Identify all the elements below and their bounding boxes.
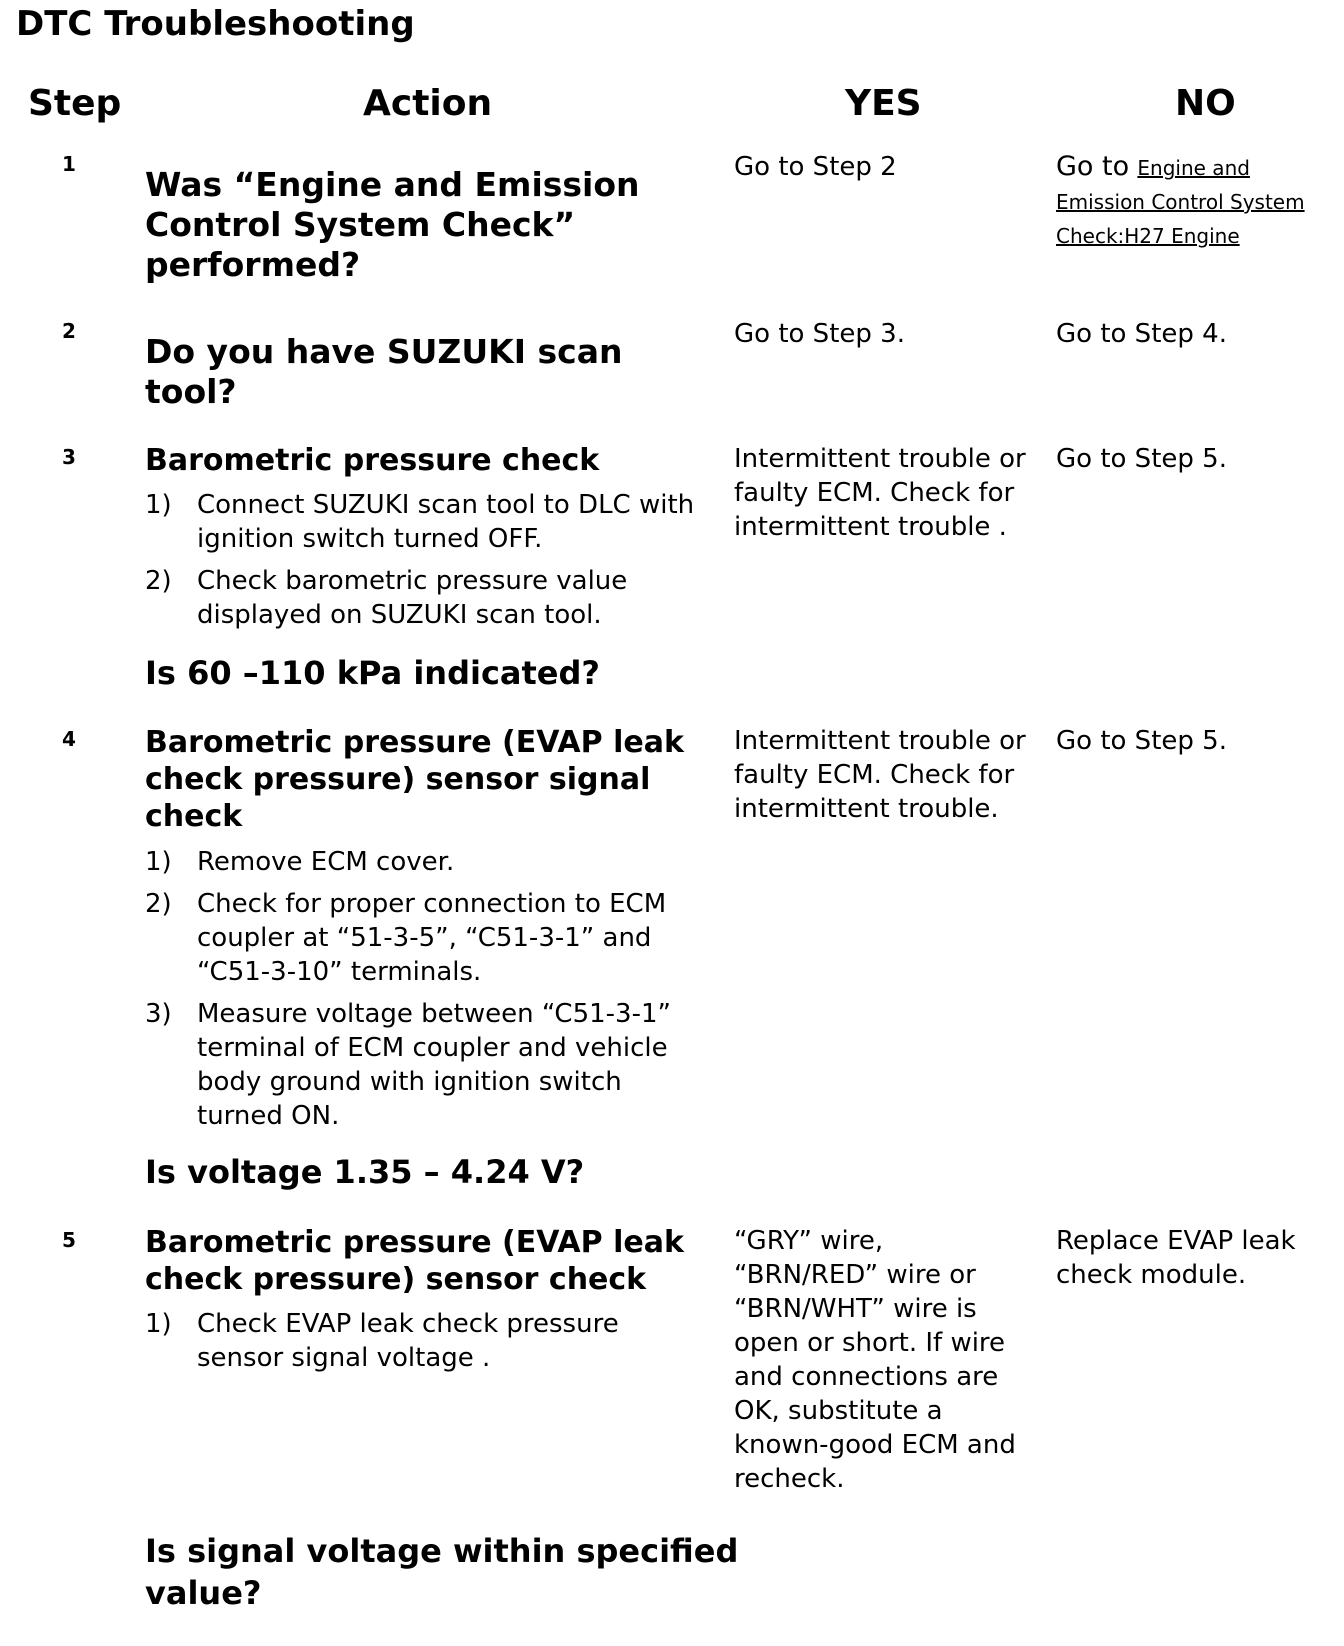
list-item-number: 1) — [145, 490, 172, 520]
step-3-question: Is 60 –110 kPa indicated? — [145, 654, 600, 692]
list-item-number: 1) — [145, 1309, 172, 1339]
step-4-yes: Intermittent trouble or faulty ECM. Check for intermittent trouble. — [734, 726, 1026, 824]
step-3-procedure-list — [145, 488, 705, 640]
list-item-number: 2) — [145, 566, 172, 596]
step-5-no: Replace EVAP leak check module. — [1056, 1226, 1296, 1290]
step-5-yes: “GRY” wire, “BRN/RED” wire or “BRN/WHT” wire is open or short. If wire and connections are OK, substitute a known-good ECM and recheck. — [734, 1226, 1016, 1494]
step-5-question: Is signal voltage within specified value? — [145, 1532, 739, 1612]
list-item-number: 3) — [145, 999, 172, 1029]
column-header-no: NO — [1175, 83, 1236, 124]
step-2-no: Go to Step 4. — [1056, 319, 1227, 349]
step-1-no-prefix: Go to — [1056, 151, 1130, 182]
column-header-yes: YES — [845, 83, 922, 124]
step-1-no — [1056, 150, 1344, 252]
step-2-yes: Go to Step 3. — [734, 319, 905, 349]
step-3-heading: Barometric pressure check — [145, 443, 600, 478]
list-item-text: Check for proper connection to ECM coupler at “51-3-5”, “C51-3-1” and “C51-3-10” terminals. — [197, 889, 667, 987]
list-item-number: 1) — [145, 847, 172, 877]
step-4-heading: Barometric pressure (EVAP leak check pressure) sensor signal check — [145, 725, 684, 834]
list-item — [145, 887, 705, 989]
step-number-5: 5 — [62, 1228, 76, 1252]
column-header-step: Step — [28, 83, 122, 124]
step-number-3: 3 — [62, 445, 76, 469]
list-item — [145, 997, 705, 1133]
step-1-question: Was “Engine and Emission Control System Check” performed? — [145, 165, 640, 284]
list-item-text: Remove ECM cover. — [197, 847, 455, 877]
step-number-4: 4 — [62, 727, 76, 751]
list-item — [145, 1307, 705, 1375]
step-4-question: Is voltage 1.35 – 4.24 V? — [145, 1153, 585, 1191]
list-item-text: Check barometric pressure value displayed on SUZUKI scan tool. — [197, 566, 628, 630]
step-1-yes: Go to Step 2 — [734, 152, 897, 182]
column-header-action: Action — [363, 83, 493, 124]
list-item-text: Measure voltage between “C51-3-1” terminal of ECM coupler and vehicle body ground with ignition switch turned ON. — [197, 999, 671, 1131]
step-4-procedure-list — [145, 845, 705, 1141]
list-item — [145, 488, 705, 556]
step-number-2: 2 — [62, 319, 76, 343]
step-4-no: Go to Step 5. — [1056, 726, 1227, 756]
step-3-yes: Intermittent trouble or faulty ECM. Check for intermittent trouble . — [734, 444, 1026, 542]
list-item-number: 2) — [145, 889, 172, 919]
document-title: DTC Troubleshooting — [16, 4, 415, 44]
engine-emission-check-link[interactable]: Engine and Emission Control System Check:H27 Engine — [1056, 156, 1305, 248]
step-2-question: Do you have SUZUKI scan tool? — [145, 332, 623, 411]
step-number-1: 1 — [62, 152, 76, 176]
list-item — [145, 564, 705, 632]
list-item-text: Check EVAP leak check pressure sensor signal voltage . — [197, 1309, 619, 1373]
step-3-no: Go to Step 5. — [1056, 444, 1227, 474]
step-5-procedure-list — [145, 1307, 705, 1383]
list-item-text: Connect SUZUKI scan tool to DLC with ignition switch turned OFF. — [197, 490, 695, 554]
step-5-heading: Barometric pressure (EVAP leak check pressure) sensor check — [145, 1225, 684, 1297]
list-item — [145, 845, 705, 879]
